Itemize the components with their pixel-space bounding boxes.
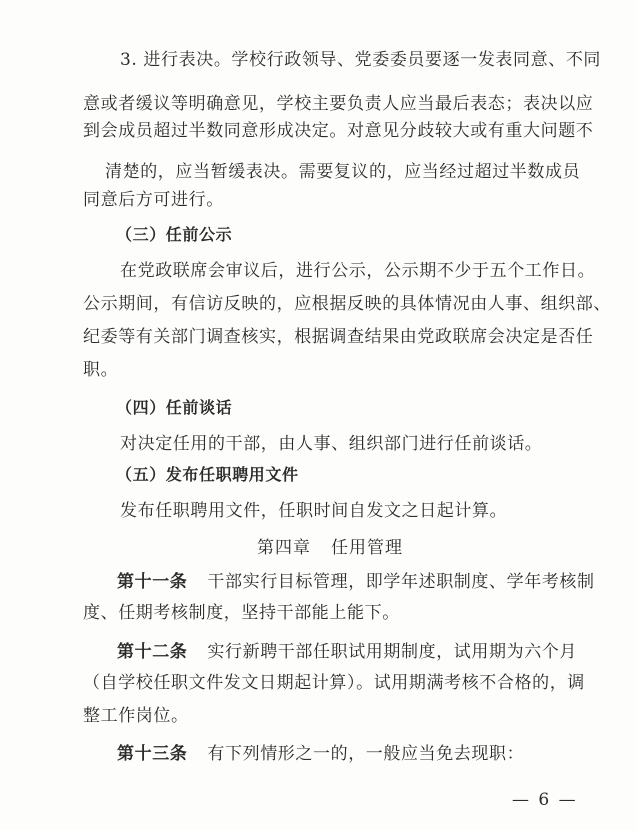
paragraph-line: 到会成员超过半数同意形成决定。对意见分歧较大或有重大问题不 [83, 121, 594, 141]
paragraph-line: 意或者缓议等明确意见，学校主要负责人应当最后表态；表决以应 [83, 94, 594, 114]
article-text: 干部实行目标管理，即学年述职制度、学年考核制 [207, 572, 595, 592]
section-heading: （四）任前谈话 [116, 398, 233, 417]
article-text: 实行新聘干部任职试用期制度，试用期为六个月 [207, 642, 578, 662]
paragraph-line: 3. 进行表决。学校行政领导、党委委员要逐一发表同意、不同 [120, 50, 602, 70]
section-heading: （五）发布任职聘用文件 [116, 465, 299, 484]
paragraph-line: 公示期间，有信访反映的，应根据反映的具体情况由人事、组织部、 [83, 294, 611, 314]
paragraph-line: 整工作岗位。 [83, 706, 189, 726]
paragraph-line: 同意后方可进行。 [83, 190, 224, 210]
page-number: — 6 — [512, 790, 578, 810]
paragraph-line: 在党政联席会审议后，进行公示，公示期不少于五个工作日。 [120, 261, 596, 281]
article-line [117, 640, 577, 664]
article-label: 第十一条 [117, 572, 188, 592]
article-label: 第十三条 [117, 744, 188, 764]
article-line [117, 742, 524, 766]
paragraph-line: 职。 [83, 360, 119, 380]
article-text: 有下列情形之一的，一般应当免去现职： [207, 744, 525, 764]
chapter-title: 任用管理 [331, 538, 403, 558]
paragraph-line: 发布任职聘用文件，任职时间自发文之日起计算。 [120, 501, 508, 521]
paragraph-line: 对决定任用的干部，由人事、组织部门进行任前谈话。 [120, 434, 543, 454]
paragraph-line: （自学校任职文件发文日期起计算）。试用期满考核不合格的，调 [83, 673, 585, 693]
chapter-heading [257, 536, 403, 560]
paragraph-line: 清楚的，应当暂缓表决。需要复议的，应当经过超过半数成员 [105, 162, 581, 182]
section-heading: （三）任前公示 [116, 225, 233, 244]
chapter-number: 第四章 [257, 538, 311, 558]
article-line [117, 570, 595, 594]
paragraph-line: 度、任期考核制度，坚持干部能上能下。 [83, 603, 400, 623]
article-label: 第十二条 [117, 642, 188, 662]
paragraph-line: 纪委等有关部门调查核实，根据调查结果由党政联席会决定是否任 [83, 327, 594, 347]
